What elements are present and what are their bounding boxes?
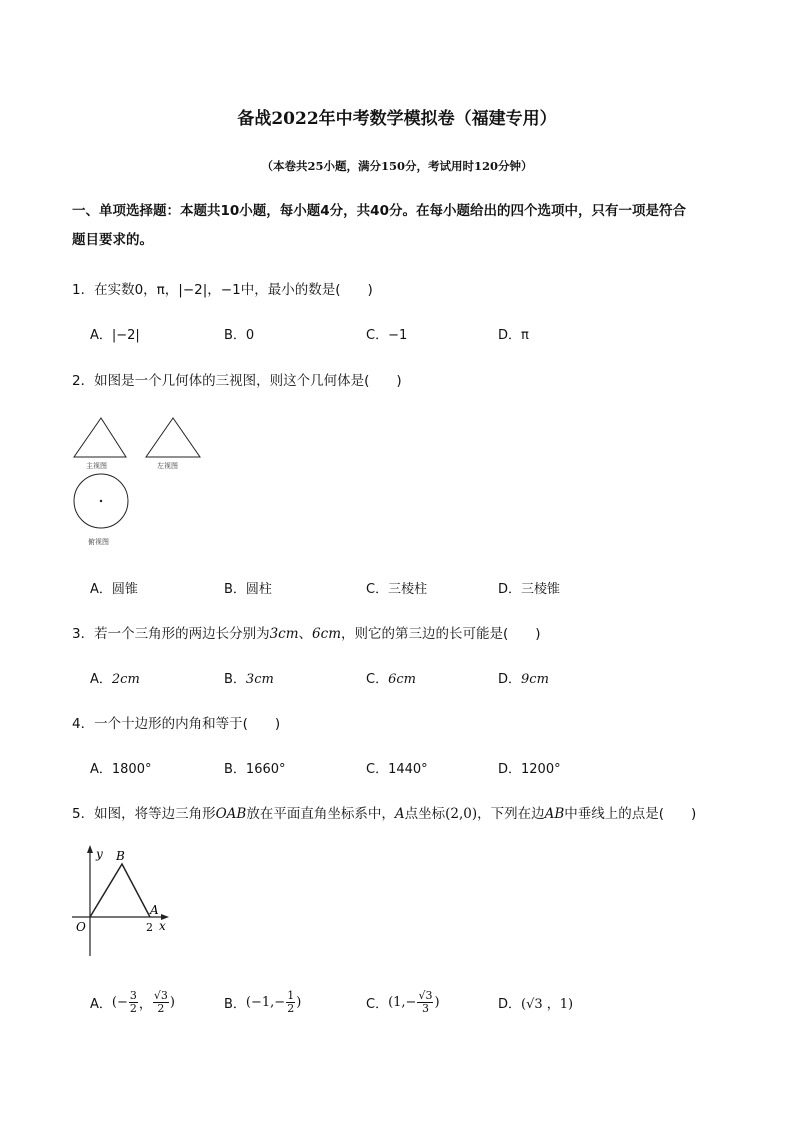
question-5-coordinate: (2,0) [445, 806, 478, 822]
option-value: 9cm [521, 672, 549, 687]
question-2-option-b[interactable]: B．圆柱 [224, 582, 272, 597]
section-heading-line2: 题目要求的。 [72, 232, 153, 248]
left-view-label: 左视图 [157, 462, 178, 470]
option-value: 2cm [111, 672, 140, 687]
top-view-label: 俯视图 [88, 538, 109, 546]
top-view-center-dot [100, 500, 102, 502]
question-5-triangle-name: OAB [215, 806, 247, 822]
question-3-option-d[interactable] [498, 668, 549, 687]
question-4-stem: 4．一个十边形的内角和等于( ) [72, 716, 281, 732]
option-close: ) [169, 994, 175, 1010]
label-y: y [96, 847, 103, 861]
question-5-option-b[interactable] [224, 985, 301, 1019]
question-5-segment-ab: AB [544, 806, 565, 822]
fraction-sqrt3-over-3 [417, 990, 433, 1015]
question-1-option-a[interactable]: A．|−2| [90, 328, 140, 343]
question-2-option-d[interactable]: D．三棱锥 [498, 582, 561, 597]
option-letter: B． [224, 672, 246, 687]
page-subtitle: （本卷共25小题，满分150分，考试用时120分钟） [261, 159, 533, 173]
option-close: ) [434, 994, 440, 1010]
option-comma: ， [138, 996, 152, 1012]
option-letter: B． [224, 996, 246, 1012]
denominator: 3 [421, 1001, 429, 1015]
option-letter: D． [498, 672, 522, 687]
question-3-stem [72, 622, 541, 642]
numerator: √3 [418, 988, 433, 1002]
denominator: 2 [157, 1001, 165, 1015]
numerator: 3 [129, 988, 137, 1002]
question-5-stem-b: 放在平面直角坐标系中， [246, 806, 395, 822]
left-view-triangle [146, 418, 200, 457]
option-letter: D． [498, 996, 522, 1012]
question-3-separator: 、 [298, 626, 313, 642]
question-4-option-b[interactable]: B．1660° [224, 762, 286, 777]
question-2-option-a[interactable]: A．圆锥 [90, 582, 138, 597]
denominator: 2 [287, 1001, 295, 1015]
question-3-option-b[interactable] [224, 668, 274, 687]
question-2-stem: 2．如图是一个几何体的三视图，则这个几何体是( ) [72, 373, 402, 389]
option-letter: C． [366, 996, 389, 1012]
option-close: ) [296, 994, 302, 1010]
question-5-stem-d: ，下列在边 [477, 806, 545, 822]
option-open: (1,− [388, 994, 417, 1010]
option-value: 3cm [245, 672, 274, 687]
question-5-point-a: A [394, 806, 405, 822]
option-open: (− [111, 994, 128, 1010]
fraction-1-over-2 [286, 990, 295, 1015]
question-1-option-d[interactable]: D．π [498, 328, 529, 343]
fraction-3-over-2 [129, 990, 138, 1015]
question-5-stem-e: 中垂线上的点是( ) [564, 806, 697, 822]
question-3-length-1: 3cm [269, 626, 299, 642]
question-4-option-a[interactable]: A．1800° [90, 762, 152, 777]
y-axis-arrow [87, 845, 93, 853]
question-5-option-c[interactable] [366, 985, 440, 1019]
fraction-sqrt3-over-2 [153, 990, 169, 1015]
question-1-stem: 1．在实数0，π，|−2|，−1中，最小的数是( ) [72, 282, 373, 298]
label-b: B [116, 849, 125, 863]
page-title: 备战2022年中考数学模拟卷（福建专用） [237, 109, 557, 129]
question-4-option-d[interactable]: D．1200° [498, 762, 561, 777]
numerator: 1 [287, 988, 295, 1002]
question-3-option-c[interactable] [366, 668, 416, 687]
denominator: 2 [129, 1001, 137, 1015]
question-4-option-c[interactable]: C．1440° [366, 762, 428, 777]
option-value: (√3 ，1) [521, 996, 574, 1012]
option-letter: C． [366, 672, 389, 687]
label-x: x [159, 919, 166, 933]
triangle-oab [90, 864, 150, 917]
option-open: (−1,− [245, 994, 286, 1010]
question-5-stem [72, 802, 696, 822]
question-3-option-a[interactable] [90, 668, 140, 687]
question-5-stem-a: 5．如图，将等边三角形 [72, 806, 216, 822]
option-letter: A． [90, 672, 112, 687]
question-5-stem-c: 点坐标 [404, 806, 446, 822]
front-view-label: 主视图 [86, 462, 107, 470]
option-value: 6cm [388, 672, 416, 687]
label-two: 2 [146, 921, 153, 934]
label-a: A [150, 903, 159, 917]
question-3-length-2: 6cm [312, 626, 341, 642]
coordinate-figure [66, 842, 176, 960]
question-3-stem-prefix: 3．若一个三角形的两边长分别为 [72, 626, 270, 642]
three-views-figure [66, 410, 206, 550]
front-view-triangle [74, 418, 126, 457]
numerator: √3 [153, 988, 168, 1002]
question-5-option-d[interactable] [498, 985, 573, 1019]
section-heading-line1: 一、单项选择题：本题共10小题，每小题4分，共40分。在每小题给出的四个选项中，只有一项是符合 [72, 203, 686, 219]
question-1-option-c[interactable]: C．−1 [366, 328, 408, 343]
question-5-option-a[interactable] [90, 985, 175, 1019]
label-o: O [76, 920, 86, 934]
question-2-option-c[interactable]: C．三棱柱 [366, 582, 428, 597]
question-3-stem-suffix: ，则它的第三边的长可能是( ) [341, 626, 541, 642]
option-letter: A． [90, 996, 112, 1012]
question-1-option-b[interactable]: B．0 [224, 328, 255, 343]
